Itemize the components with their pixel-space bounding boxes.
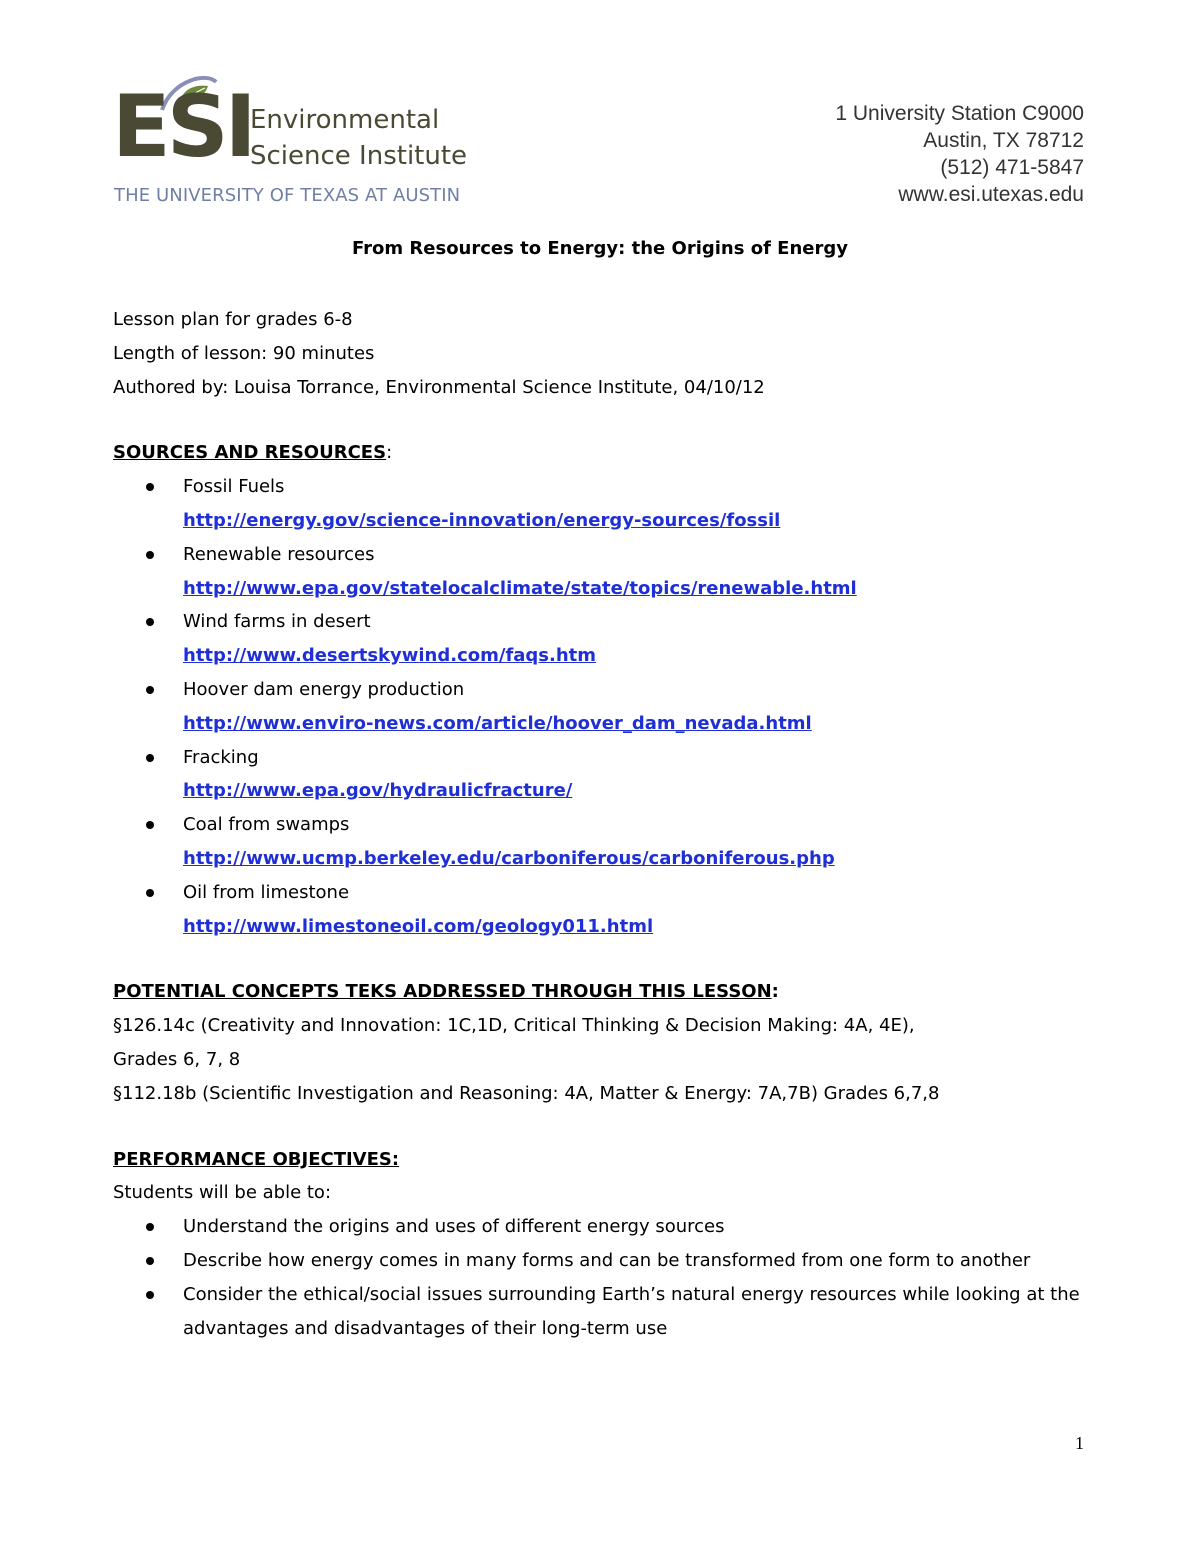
source-label: Coal from swamps — [183, 814, 350, 836]
objectives-intro: Students will be able to: — [113, 1182, 332, 1204]
teks-heading: POTENTIAL CONCEPTS TEKS ADDRESSED THROUGH THIS LESSON: — [113, 981, 779, 1003]
source-label: Fracking — [183, 746, 259, 768]
author-line: Authored by: Louisa Torrance, Environmental Science Institute, 04/10/12 — [113, 376, 765, 398]
address-line2: Austin, TX 78712 — [923, 129, 1084, 152]
document-title: From Resources to Energy: the Origins of Energy — [352, 238, 848, 259]
source-item — [113, 470, 1103, 538]
source-link[interactable]: http://www.limestoneoil.com/geology011.html — [183, 915, 654, 937]
document-body — [113, 303, 1103, 1345]
source-link[interactable]: http://www.epa.gov/hydraulicfracture/ — [183, 780, 573, 802]
source-link[interactable]: http://www.ucmp.berkeley.edu/carboniferous/carboniferous.php — [183, 847, 835, 869]
objectives-list — [113, 1210, 1103, 1345]
source-item — [113, 741, 1103, 809]
organization-name — [250, 102, 467, 174]
university-name: THE UNIVERSITY OF TEXAS AT AUSTIN — [114, 185, 461, 206]
org-name-line1: Environmental — [250, 105, 440, 135]
teks-line-2: Grades 6, 7, 8 — [113, 1048, 241, 1070]
source-label: Fossil Fuels — [183, 476, 285, 498]
source-label: Renewable resources — [183, 543, 375, 565]
source-link[interactable]: http://energy.gov/science-innovation/energy-sources/fossil — [183, 509, 781, 531]
teks-line-3: §112.18b (Scientific Investigation and Reasoning: 4A, Matter & Energy: 7A,7B) Grades 6,7,8 — [113, 1082, 940, 1104]
esi-logo — [112, 72, 492, 212]
objective-item: Understand the origins and uses of different energy sources — [113, 1210, 1103, 1244]
source-item — [113, 673, 1103, 741]
source-item — [113, 808, 1103, 876]
org-name-line2: Science Institute — [250, 141, 468, 171]
source-link[interactable]: http://www.enviro-news.com/article/hoover_dam_nevada.html — [183, 712, 812, 734]
objective-item: Consider the ethical/social issues surrounding Earth’s natural energy resources while looking at the advantages and disadvantages of their long-term use — [113, 1278, 1103, 1346]
contact-address — [835, 100, 1084, 208]
source-item — [113, 605, 1103, 673]
objective-item: Describe how energy comes in many forms and can be transformed from one form to another — [113, 1244, 1103, 1278]
source-label: Oil from limestone — [183, 881, 350, 903]
source-label: Hoover dam energy production — [183, 678, 465, 700]
sources-list — [113, 470, 1103, 943]
logo-wordmark: ESI — [112, 77, 253, 177]
grades-line: Lesson plan for grades 6-8 — [113, 309, 353, 330]
source-link[interactable]: http://www.epa.gov/statelocalclimate/state/topics/renewable.html — [183, 577, 857, 599]
website: www.esi.utexas.edu — [898, 183, 1084, 206]
source-link[interactable]: http://www.desertskywind.com/faqs.htm — [183, 645, 597, 667]
address-line1: 1 University Station C9000 — [835, 102, 1084, 125]
source-label: Wind farms in desert — [183, 611, 371, 633]
source-item — [113, 876, 1103, 944]
sources-heading: SOURCES AND RESOURCES: — [113, 442, 393, 464]
lesson-length-line: Length of lesson: 90 minutes — [113, 342, 375, 364]
teks-line-1: §126.14c (Creativity and Innovation: 1C,1D, Critical Thinking & Decision Making: 4A, 4E), — [113, 1015, 915, 1037]
phone-number: (512) 471-5847 — [940, 156, 1084, 179]
page-number: 1 — [1075, 1433, 1084, 1453]
source-item — [113, 538, 1103, 606]
objectives-heading: PERFORMANCE OBJECTIVES: — [113, 1148, 400, 1170]
